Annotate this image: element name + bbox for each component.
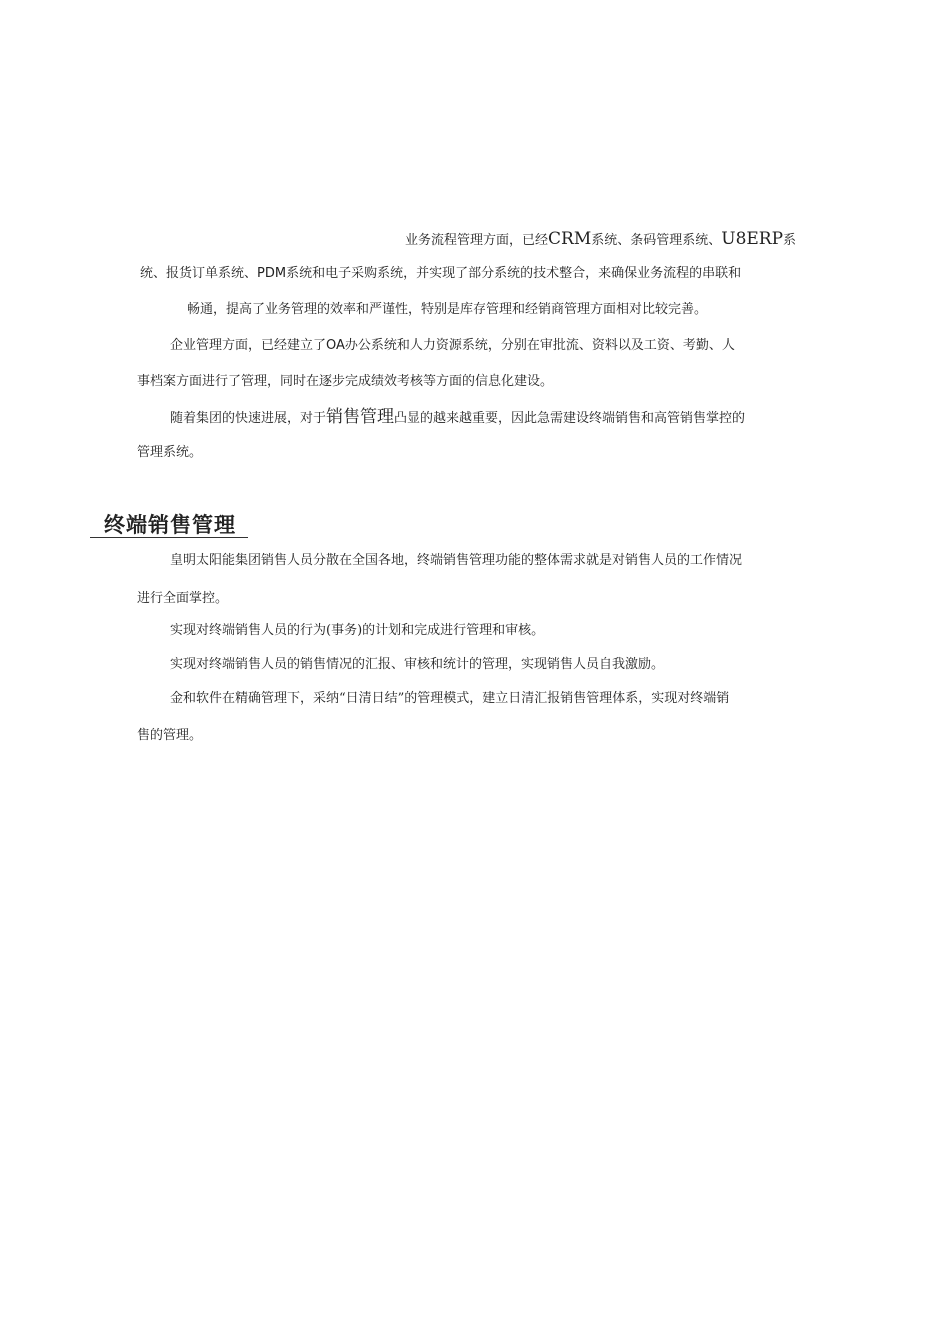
paragraph-terminal-sales-line-2: 进行全面掌控。 [137, 591, 229, 606]
paragraph-daily-mode-line-1: 金和软件在精确管理下，采纳“日清日结”的管理模式，建立日清汇报销售管理体系，实现对终端销 [170, 691, 730, 706]
paragraph-sales-mgmt-line-2: 管理系统。 [137, 445, 203, 460]
text-segment-crm: CRM [548, 229, 592, 249]
paragraph-daily-mode-line-2: 售的管理。 [137, 728, 203, 743]
text-segment: 系统和电子采购系统，并实现了部分系统的技术整合，来确保业务流程的串联和 [286, 266, 742, 281]
paragraph-sales-mgmt-line-1 [170, 408, 745, 428]
text-segment: 统、报货订单系统、 [140, 266, 258, 281]
text-segment: 凸显的越来越重要，因此急需建设终端销售和高管销售掌控的 [394, 411, 746, 426]
text-segment: 办公系统和人力资源系统，分别在审批流、资料以及工资、考勤、人 [344, 338, 735, 353]
section-heading-text: 终端销售管理 [104, 513, 236, 537]
text-segment-sales-mgmt: 销售管理 [326, 407, 395, 427]
section-heading [90, 509, 248, 538]
paragraph-business-process-line-1 [405, 230, 796, 250]
text-segment: 系 [783, 233, 797, 248]
paragraph-business-process-line-2 [140, 265, 741, 283]
paragraph-behavior-plan: 实现对终端销售人员的行为(事务)的计划和完成进行管理和审核。 [170, 623, 545, 638]
text-segment-oa: OA [326, 338, 345, 353]
text-segment: 随着集团的快速进展，对于 [170, 411, 327, 426]
text-segment-u8erp: U8ERP [721, 229, 784, 249]
text-segment: 业务流程管理方面，已经 [405, 233, 549, 248]
paragraph-business-process-line-3: 畅通，提高了业务管理的效率和严谨性，特别是库存管理和经销商管理方面相对比较完善。 [187, 302, 708, 317]
paragraph-sales-report: 实现对终端销售人员的销售情况的汇报、审核和统计的管理，实现销售人员自我激励。 [170, 657, 665, 672]
paragraph-enterprise-mgmt-line-1 [170, 337, 735, 355]
paragraph-enterprise-mgmt-line-2: 事档案方面进行了管理，同时在逐步完成绩效考核等方面的信息化建设。 [137, 374, 554, 389]
text-segment-pdm: PDM [257, 266, 287, 281]
paragraph-terminal-sales-line-1: 皇明太阳能集团销售人员分散在全国各地，终端销售管理功能的整体需求就是对销售人员的工作情况 [170, 553, 743, 568]
text-segment: 系统、条码管理系统、 [591, 233, 722, 248]
text-segment: 企业管理方面，已经建立了 [170, 338, 327, 353]
